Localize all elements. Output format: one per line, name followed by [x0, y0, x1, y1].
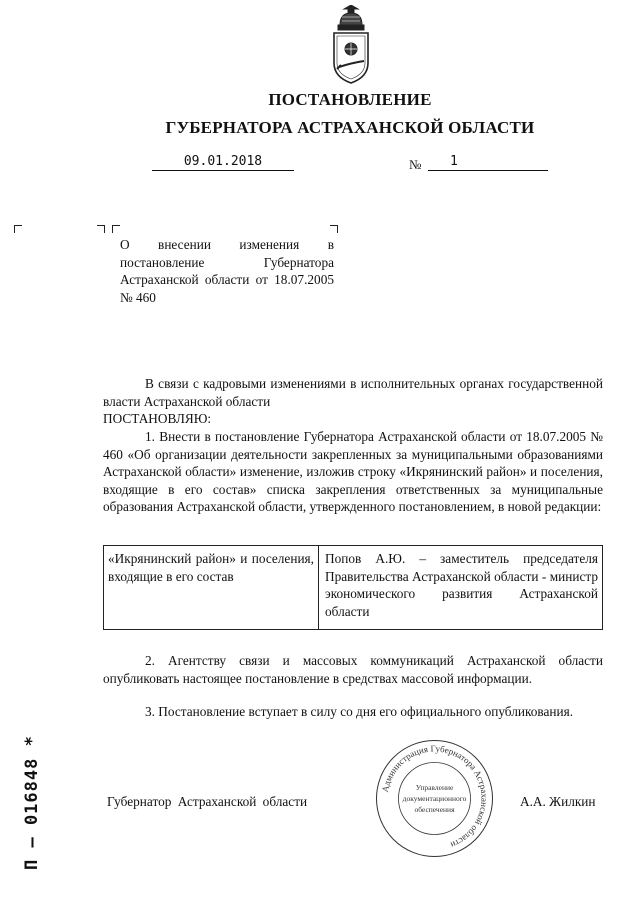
- seal-outer-text: Администрация Губернатора Астраханской области: [379, 743, 490, 851]
- seal-inner-line3: обеспечения: [414, 805, 455, 814]
- official-seal: [372, 736, 497, 861]
- number-label: №: [409, 157, 422, 172]
- item-1-paragraph: 1. Внести в постановление Губернатора Астраханской области от 18.07.2005 № 460 «Об организации деятельности закрепленных за муниципальными образованиями Астраханской области» изменение, изложив строку «Икрянинский район» и поселения, входящие в его состав» списка закрепления ответственных за муниципальные образования Астраханской области, утвержденного постановлением, в новой редакции:: [103, 429, 603, 514]
- issuer-title: ГУБЕРНАТОРА АСТРАХАНСКОЙ ОБЛАСТИ: [165, 118, 535, 137]
- serial-number-block: [0, 720, 44, 870]
- seal-inner-line2: документационного: [402, 794, 467, 803]
- signatory-name: А.А. Жилкин: [520, 794, 596, 809]
- document-subject: О внесении изменения в постановление Губернатора Астраханской области от 18.07.2005 № 460: [120, 237, 334, 305]
- document-date: 09.01.2018: [152, 154, 294, 171]
- document-number: 1: [428, 154, 548, 171]
- item-2-paragraph: 2. Агентству связи и массовых коммуникаций Астраханской области опубликовать настоящее постановление в средствах массовой информации.: [103, 653, 603, 686]
- signatory-position: Губернатор Астраханской области: [107, 794, 308, 809]
- decree-word: ПОСТАНОВЛЯЮ:: [103, 411, 212, 426]
- table-cell-district: «Икрянинский район» и поселения, входящие в его состав: [104, 546, 319, 629]
- coat-of-arms-emblem: [326, 5, 376, 87]
- seal-inner-line1: Управление: [415, 783, 454, 792]
- serial-number: П – 016848 *: [22, 735, 42, 870]
- corner-mark-mid-right: [112, 225, 120, 233]
- item-3-paragraph: 3. Постановление вступает в силу со дня его официального опубликования.: [145, 704, 574, 719]
- corner-mark-left: [14, 225, 22, 233]
- corner-mark-right: [330, 225, 338, 233]
- document-type-title: ПОСТАНОВЛЕНИЕ: [268, 90, 432, 109]
- corner-mark-mid-left: [97, 225, 105, 233]
- table-cell-responsible: Попов А.Ю. – заместитель председателя Правительства Астраханской области - министр экономического развития Астраханской области: [325, 551, 598, 619]
- intro-paragraph: В связи с кадровыми изменениями в исполнительных органах государственной власти Астраханской области: [103, 376, 603, 409]
- amendment-table: [103, 545, 603, 630]
